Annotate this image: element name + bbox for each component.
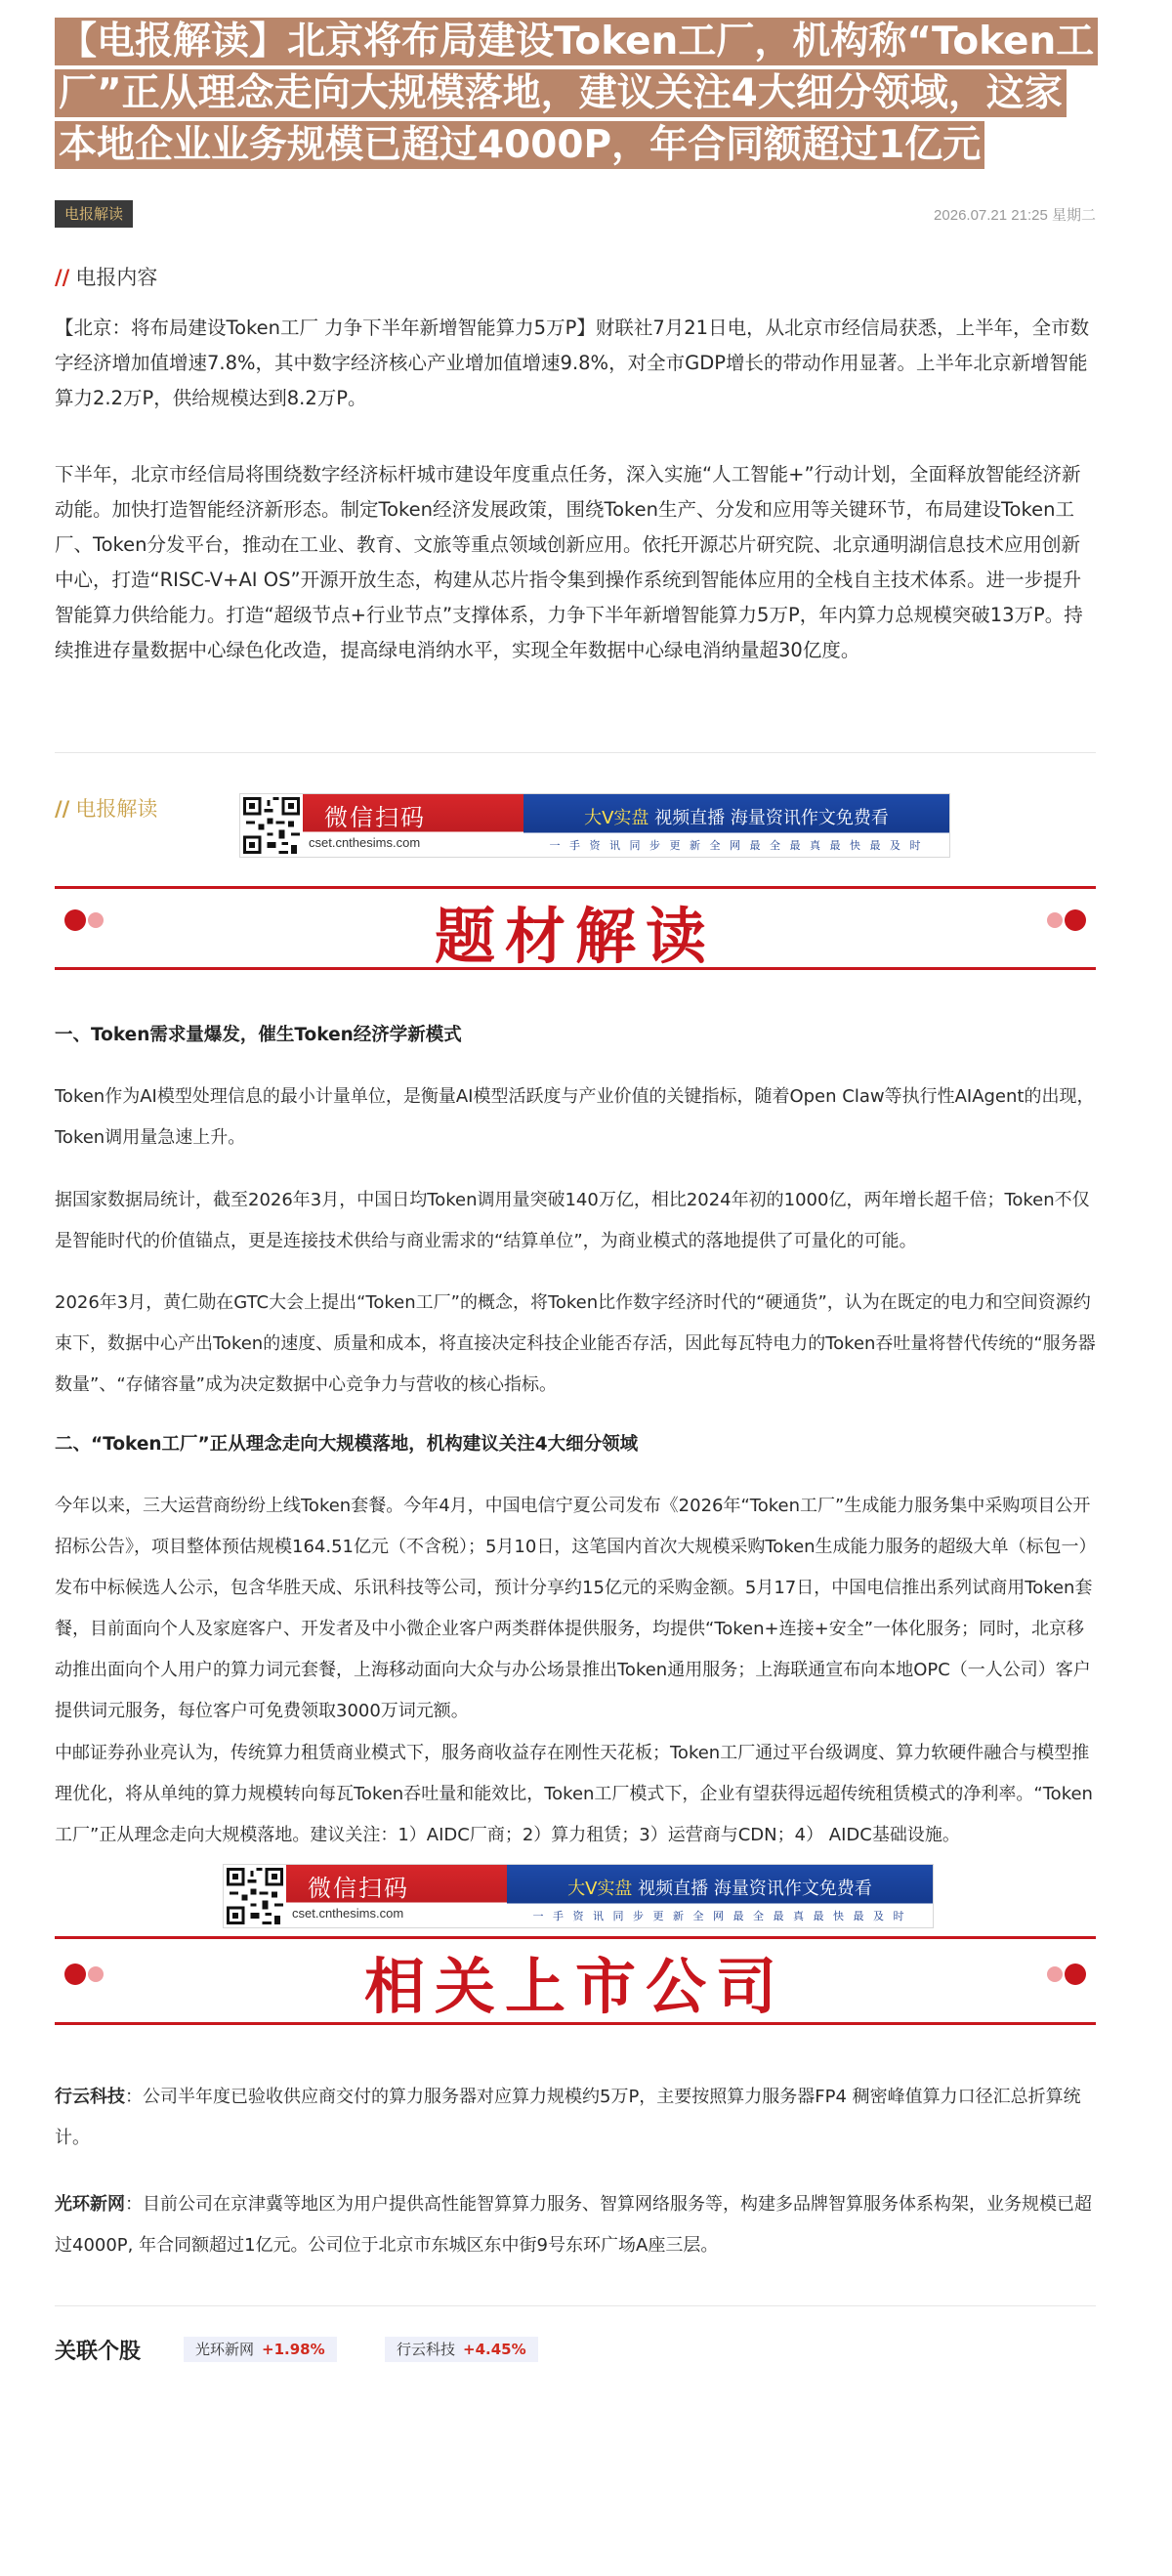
section-slash: // (55, 266, 70, 289)
banner-title: 题材解读 (434, 901, 716, 972)
analysis-paragraph-1: Token作为AI模型处理信息的最小计量单位，是衡量AI模型活跃度与产业价值的关键指标，随着Open Claw等执行性AIAgent的出现，Token调用量急速上升。 (55, 1086, 1095, 1148)
banner-title: 相关上市公司 (363, 1951, 786, 2022)
company-entry (55, 2077, 1096, 2159)
analysis-paragraph-3: 2026年3月，黄仁勋在GTC大会上提出“Token工厂”的概念，将Token比作数字经济时代的“硬通货”，认为在既定的电力和空间资源约束下，数据中心产出Token的速度、质量和成本，将直接决定科技企业能否存活，因此每瓦特电力的Token吞吐量将替代传统的“服务器数量”、“存储容量”成为决定数据中心竞争力与营收的核心指标。 (55, 1292, 1096, 1395)
section-slash: // (55, 797, 70, 821)
article-title-text: 【电报解读】北京将布局建设Token工厂，机构称“Token工厂”正从理念走向大规模落地，建议关注4大细分领域，这家本地企业业务规模已超过4000P，年合同额超过1亿元 (55, 18, 1098, 169)
divider (55, 2305, 1096, 2306)
company-name[interactable]: 光环新网 (55, 2194, 125, 2215)
analysis-paragraph-2: 据国家数据局统计，截至2026年3月，中国日均Token调用量突破140万亿，相比2024年初的1000亿，两年增长超千倍；Token不仅是智能时代的价值锚点，更是连接技术供给与商业需求的“结算单位”，为商业模式的落地提供了可量化的可能。 (55, 1190, 1090, 1251)
qr-subline: 一 手 资 讯 同 步 更 新 全 网 最 全 最 真 最 快 最 及 时 (549, 839, 924, 852)
telegraph-paragraph-2: 下半年，北京市经信局将围绕数字经济标杆城市建设年度重点任务，深入实施“人工智能+”行动计划，全面释放智能经济新动能。加快打造智能经济新形态。制定Token经济发展政策，围绕Token生产、分发和应用等关键环节，布局建设Token工厂、Token分发平台，推动在工业、教育、文旅等重点领域创新应用。依托开源芯片研究院、北京通明湖信息技术应用创新中心，打造“RISC-V+AI OS”开源开放生态，构建从芯片指令集到操作系统到智能体应用的全栈自主技术体系。进一步提升智能算力供给能力。打造“超级节点+行业节点”支撑体系，力争下半年新增智能算力5万P，年内算力总规模突破13万P。持续推进存量数据中心绿色化改造，提高绿电消纳水平，实现全年数据中心绿电消纳量超30亿度。 (55, 463, 1083, 661)
telegraph-paragraph-1: 【北京：将布局建设Token工厂 力争下半年新增智能算力5万P】财联社7月21日电，从北京市经信局获悉，上半年，全市数字经济增加值增速7.8%，其中数字经济核心产业增加值增速9.8%，对全市GDP增长的带动作用显著。上半年北京新增智能算力2.2万P，供给规模达到8.2万P。 (55, 317, 1090, 409)
stock-change: +4.45% (463, 2341, 526, 2358)
company-desc: ：公司半年度已验收供应商交付的算力服务器对应算力规模约5万P，主要按照算力服务器FP4 稠密峰值算力口径汇总折算统计。 (55, 2087, 1081, 2148)
wechat-qr-banner[interactable] (223, 1864, 934, 1928)
qr-slogan: 大V实盘 视频直播 海量资讯作文免费看 (567, 1879, 872, 1899)
qr-subline: 一 手 资 讯 同 步 更 新 全 网 最 全 最 真 最 快 最 及 时 (532, 1910, 907, 1922)
qr-code-icon (224, 1865, 286, 1927)
analysis-paragraph-4: 今年以来，三大运营商纷纷上线Token套餐。今年4月，中国电信宁夏公司发布《2026年“Token工厂”生成能力服务集中采购项目公开招标公告》，项目整体预估规模164.51亿元（不含税）；5月10日，这笔国内首次大规模采购Token生成能力服务的超级大单（标包一）发布中标候选人公示，包含华胜天成、乐讯科技等公司，预计分享约15亿元的采购金额。5月17日，中国电信推出系列试商用Token套餐，目前面向个人及家庭客户、开发者及中小微企业客户两类群体提供服务，均提供“Token+连接+安全”一体化服务；同时，北京移动推出面向个人用户的算力词元套餐，上海移动面向大众与办公场景推出Token通用服务；上海联通宣布向本地OPC（一人公司）客户提供词元服务，每位客户可免费领取3000万词元额。 (55, 1496, 1093, 1721)
category-tag[interactable]: 电报解读 (55, 200, 133, 228)
analysis-heading-2: 二、“Token工厂”正从理念走向大规模落地，机构建议关注4大细分领域 (55, 1434, 639, 1455)
divider (55, 752, 1096, 753)
related-stocks-label: 关联个股 (55, 2340, 142, 2364)
publish-datetime: 2026.07.21 21:25 星期二 (934, 207, 1096, 224)
company-name[interactable]: 行云科技 (55, 2087, 125, 2107)
related-stocks (55, 2333, 1096, 2366)
section-heading-telegraph (55, 262, 157, 291)
stock-change: +1.98% (262, 2341, 325, 2358)
stock-chip[interactable] (385, 2337, 538, 2362)
section-heading-text: 电报内容 (75, 266, 158, 289)
qr-slogan: 大V实盘 视频直播 海量资讯作文免费看 (584, 808, 889, 828)
section-heading-analysis (55, 793, 157, 823)
analysis-paragraph-5: 中邮证券孙业亮认为，传统算力租赁商业模式下，服务商收益存在刚性天花板；Token工厂通过平台级调度、算力软硬件融合与模型推理优化，将从单纯的算力规模转向每瓦Token吞吐量和能效比，Token工厂模式下，企业有望获得远超传统租赁模式的净利率。“Token工厂”正从理念走向大规模落地。建议关注：1）AIDC厂商；2）算力租赁；3）运营商与CDN；4） AIDC基础设施。 (55, 1743, 1093, 1845)
qr-title: 微信扫码 (308, 1875, 409, 1902)
stock-chip[interactable] (184, 2337, 337, 2362)
company-entry (55, 2184, 1096, 2266)
company-desc: ：目前公司在京津冀等地区为用户提供高性能智算算力服务、智算网络服务等，构建多品牌智算服务体系构架，业务规模已超过4000P, 年合同额超过1亿元。公司位于北京市东城区东中街9号东环广场A座三层。 (55, 2194, 1092, 2256)
companies-banner (55, 1932, 1096, 2040)
qr-title: 微信扫码 (324, 804, 426, 831)
topic-banner (55, 874, 1096, 982)
stock-name: 光环新网 (195, 2341, 255, 2358)
qr-url: cset.cnthesims.com (292, 1906, 404, 1921)
analysis-heading-1: 一、Token需求量爆发，催生Token经济学新模式 (55, 1025, 462, 1045)
section-heading-text: 电报解读 (75, 797, 158, 821)
qr-code-icon (240, 794, 303, 857)
article-meta (55, 200, 1096, 228)
qr-url: cset.cnthesims.com (309, 835, 421, 850)
stock-name: 行云科技 (397, 2341, 456, 2358)
article-title (55, 16, 1100, 171)
wechat-qr-banner[interactable] (239, 793, 950, 858)
